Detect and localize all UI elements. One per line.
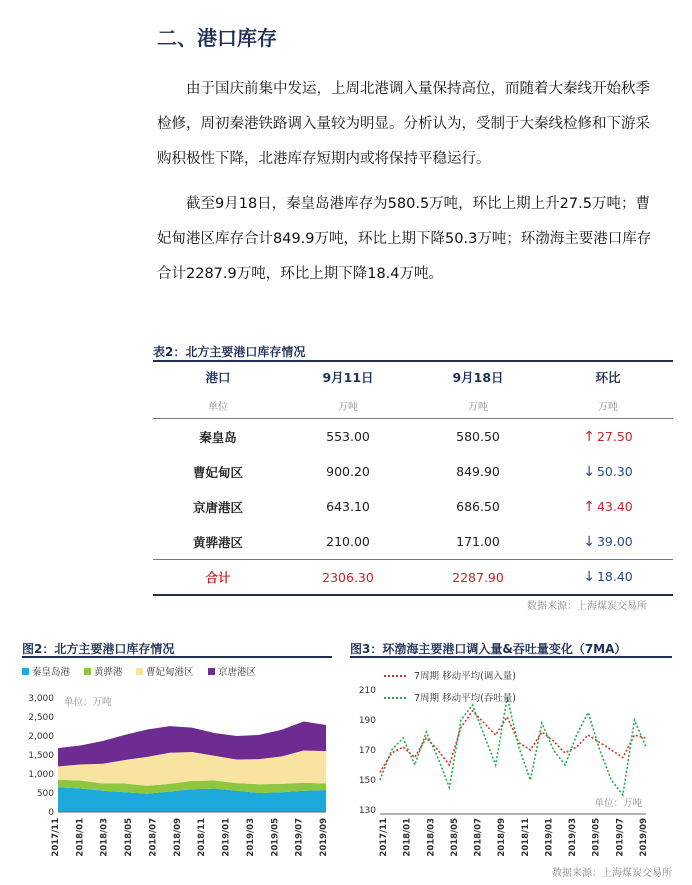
change-value: 43.40 — [596, 498, 633, 514]
x-tick-label: 2018/05 — [449, 818, 460, 857]
cell-port: 京唐港区 — [192, 499, 243, 515]
x-tick-label: 2019/05 — [270, 818, 281, 857]
header-port: 港口 — [205, 370, 231, 385]
total-label: 合计 — [205, 570, 231, 585]
legend-label: 秦皇岛港 — [32, 667, 71, 678]
cell-sep18: 171.00 — [456, 534, 500, 549]
inventory-table — [153, 360, 673, 596]
header-sep18: 9月18日 — [452, 370, 504, 385]
chart3-title: 图3：环渤海主要港口调入量&吞吐量变化（7MA） — [350, 642, 627, 656]
y-tick-label: 500 — [36, 789, 54, 799]
cell-sep11: 210.00 — [326, 534, 370, 549]
x-tick-label: 2018/03 — [99, 818, 110, 857]
table-row — [153, 489, 673, 524]
x-tick-label: 2019/07 — [615, 818, 626, 857]
y-tick-label: 130 — [358, 806, 376, 816]
paragraph-1: 由于国庆前集中发运，上周北港调入量保持高位，而随着大秦线开始秋季检修，周初秦港铁路调入量较为明显。分析认为，受制于大秦线检修和下游采购积极性下降，北港库存短期内或将保持平稳运行。 — [157, 81, 650, 167]
legend-label: 7周期 移动平均(吞吐量) — [414, 693, 516, 704]
header-sep11: 9月11日 — [322, 370, 374, 385]
unit-label: 单位 — [208, 401, 228, 413]
section-title: 二、港口库存 — [157, 26, 277, 50]
cell-change — [543, 429, 673, 445]
table-row — [153, 454, 673, 489]
x-tick-label: 2019/07 — [294, 818, 305, 857]
chart2-title: 图2：北方主要港口库存情况 — [22, 642, 175, 656]
x-tick-label: 2018/11 — [197, 818, 208, 857]
chart3-line-chart — [346, 660, 676, 882]
x-tick-label: 2018/07 — [473, 818, 484, 857]
table-caption: 表2：北方主要港口库存情况 — [153, 345, 306, 359]
cell-sep18: 849.90 — [456, 464, 500, 479]
chart2-title-rule — [22, 656, 332, 658]
x-tick-label: 2018/05 — [124, 818, 135, 857]
table-header-row — [153, 362, 673, 392]
x-tick-label: 2017/11 — [379, 818, 389, 857]
change-value: 39.00 — [596, 533, 633, 549]
cell-change — [543, 534, 673, 550]
cell-sep11: 900.20 — [326, 464, 370, 479]
x-tick-label: 2018/11 — [520, 818, 531, 857]
legend-label: 曹妃甸港区 — [146, 667, 194, 678]
x-tick-label: 2018/01 — [75, 818, 86, 857]
legend-label: 黄骅港 — [94, 667, 123, 678]
cell-sep18: 580.50 — [456, 429, 500, 444]
change-value: 27.50 — [596, 428, 633, 444]
cell-port: 秦皇岛 — [199, 429, 237, 445]
arrow-up-icon: ↑ — [583, 498, 595, 515]
total-sep18: 2287.90 — [452, 569, 504, 585]
table-source: 数据来源：上海煤炭交易所 — [527, 601, 647, 612]
arrow-down-icon: ↓ — [583, 463, 595, 480]
x-tick-label: 2018/01 — [402, 818, 413, 857]
x-tick-label: 2019/09 — [639, 818, 649, 857]
x-tick-label: 2018/03 — [426, 818, 437, 857]
legend-label: 7周期 移动平均(调入量) — [414, 671, 516, 682]
y-tick-label: 190 — [358, 716, 376, 726]
x-tick-label: 2019/03 — [568, 818, 579, 857]
x-tick-label: 2019/03 — [245, 818, 256, 857]
cell-change — [543, 464, 673, 480]
chart3-source: 数据来源：上海煤炭交易所 — [552, 868, 672, 879]
table-row — [153, 524, 673, 559]
header-change: 环比 — [595, 370, 621, 385]
x-tick-label: 2018/09 — [172, 818, 183, 857]
x-tick-label: 2019/01 — [544, 818, 555, 857]
cell-port: 黄骅港区 — [192, 534, 243, 550]
x-tick-label: 2018/09 — [497, 818, 508, 857]
table-unit-row — [153, 392, 673, 419]
cell-sep11: 553.00 — [326, 429, 370, 444]
y-tick-label: 1,000 — [28, 770, 54, 780]
legend-swatch — [136, 668, 143, 675]
unit-sep18: 万吨 — [468, 401, 488, 413]
cell-port: 曹妃甸区 — [192, 464, 243, 480]
y-tick-label: 210 — [358, 686, 376, 696]
x-tick-label: 2018/07 — [148, 818, 159, 857]
x-tick-label: 2019/05 — [591, 818, 602, 857]
arrow-up-icon: ↑ — [583, 428, 595, 445]
arrow-down-icon: ↓ — [583, 569, 595, 585]
y-unit-label: 单位：万吨 — [594, 798, 642, 809]
cell-sep18: 686.50 — [456, 499, 500, 514]
cell-sep11: 643.10 — [326, 499, 370, 514]
cell-change — [543, 499, 673, 515]
chart3-title-rule — [350, 656, 672, 658]
y-unit-label: 单位：万吨 — [64, 697, 112, 708]
y-tick-label: 1,500 — [28, 751, 54, 761]
chart2-stacked-area — [16, 660, 336, 880]
unit-change: 万吨 — [598, 401, 618, 413]
legend-swatch — [208, 668, 215, 675]
table-total-row — [153, 559, 673, 596]
y-tick-label: 170 — [358, 746, 376, 756]
y-tick-label: 0 — [48, 808, 54, 818]
x-tick-label: 2017/11 — [51, 818, 61, 857]
y-tick-label: 2,000 — [28, 732, 54, 742]
change-value: 50.30 — [596, 463, 633, 479]
paragraph-2: 截至9月18日，秦皇岛港库存为580.5万吨，环比上期上升27.5万吨；曹妃甸港区库存合计849.9万吨，环比上期下降50.3万吨；环渤海主要港口库存合计2287.9万吨，环比上期下降18.4万吨。 — [157, 196, 652, 282]
x-tick-label: 2019/09 — [319, 818, 329, 857]
y-tick-label: 2,500 — [28, 713, 54, 723]
legend-swatch — [22, 668, 29, 675]
change-value: 18.40 — [596, 569, 633, 584]
y-tick-label: 150 — [358, 776, 376, 786]
y-tick-label: 3,000 — [28, 694, 54, 704]
x-tick-label: 2019/01 — [221, 818, 232, 857]
unit-sep11: 万吨 — [338, 401, 358, 413]
table-row — [153, 419, 673, 454]
legend-swatch — [84, 668, 91, 675]
total-sep11: 2306.30 — [322, 569, 374, 585]
legend-label: 京唐港区 — [218, 667, 257, 678]
total-change — [543, 569, 673, 585]
arrow-down-icon: ↓ — [583, 533, 595, 550]
